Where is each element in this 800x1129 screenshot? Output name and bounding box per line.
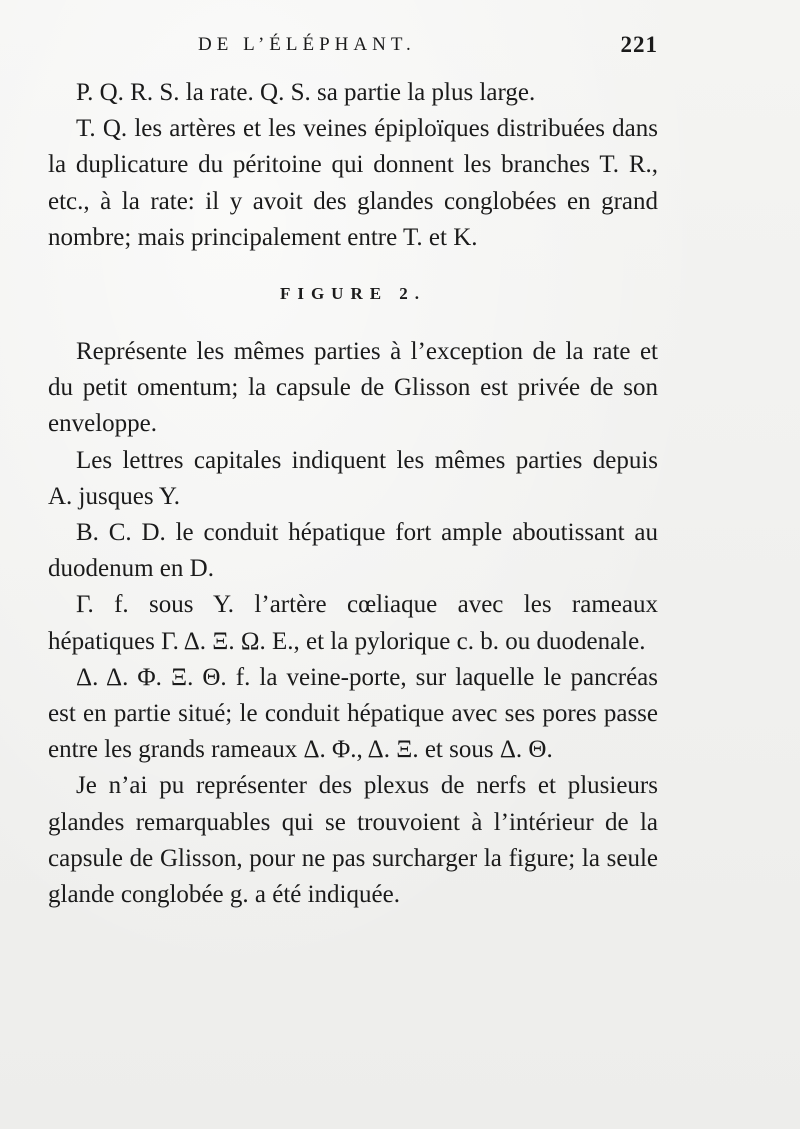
paragraph-veine-porte: Δ. Δ. Φ. Ξ. Θ. f. la veine-porte, sur laquelle le pancréas est en partie situé; le conduit hépatique avec ses pores passe entre les grands rameaux Δ. Φ., Δ. Ξ. et sous Δ. Θ. bbox=[48, 663, 658, 764]
paragraph-artere: Γ. f. sous Y. l’artère cœliaque avec les rameaux hépatiques Γ. Δ. Ξ. Ω. E., et la pylorique c. b. ou duodenale. bbox=[48, 591, 658, 655]
paragraph-plexus: Je n’ai pu représenter des plexus de nerfs et plusieurs glandes remarquables qui se trouvoient à l’intérieur de la capsule de Glisson, pour ne pas surcharger la figure; la seule glande conglobée g. a été indiquée. bbox=[48, 772, 658, 909]
page-number: 221 bbox=[620, 32, 658, 57]
paragraph-rate: P. Q. R. S. la rate. Q. S. sa partie la plus large. bbox=[76, 79, 536, 106]
paragraph-arteres: T. Q. les artères et les veines épiploïques distribuées dans la duplicature du péritoine qui donnent les branches T. R., etc., à la rate: il y avoit des glandes conglobées en grand nombre; mais principalement entre T. et K. bbox=[48, 115, 658, 251]
paragraph-conduit: B. C. D. le conduit hépatique fort ample aboutissant au duodenum en D. bbox=[48, 519, 658, 583]
running-head: DE L’ÉLÉPHANT. bbox=[198, 34, 416, 55]
figure-heading: FIGURE 2. bbox=[279, 284, 427, 304]
page-header bbox=[48, 32, 658, 72]
paragraph-lettres: Les lettres capitales indiquent les mêmes parties depuis A. jusques Y. bbox=[48, 446, 658, 510]
paragraph-represente: Représente les mêmes parties à l’exception de la rate et du petit omentum; la capsule de Glisson est privée de son enveloppe. bbox=[48, 338, 658, 438]
body-text bbox=[48, 75, 658, 913]
